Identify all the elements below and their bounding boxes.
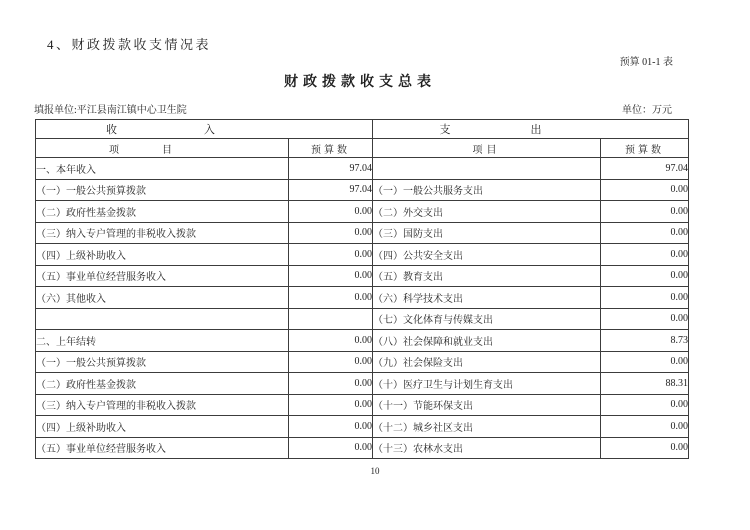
- budget-table: [35, 119, 689, 459]
- expense-budget: 8.73: [601, 330, 689, 352]
- income-item: [36, 308, 289, 330]
- income-item: （六）其他收入: [36, 287, 289, 309]
- table-row: [36, 265, 689, 287]
- income-item: （二）政府性基金拨款: [36, 201, 289, 223]
- expense-budget: 0.00: [601, 416, 689, 438]
- income-item: （一）一般公共预算拨款: [36, 351, 289, 373]
- table-row: [36, 244, 689, 266]
- expense-item: （四）公共安全支出: [373, 244, 601, 266]
- income-item: （四）上级补助收入: [36, 416, 289, 438]
- income-budget: 0.00: [289, 437, 373, 459]
- income-budget: 0.00: [289, 222, 373, 244]
- table-row: [36, 416, 689, 438]
- table-row: [36, 308, 689, 330]
- expense-item-column-header: 项目: [373, 139, 601, 158]
- expense-item: （八）社会保障和就业支出: [373, 330, 601, 352]
- income-budget: 97.04: [289, 179, 373, 201]
- income-item: （二）政府性基金拨款: [36, 373, 289, 395]
- expense-item: （七）文化体育与传媒支出: [373, 308, 601, 330]
- income-item: （五）事业单位经营服务收入: [36, 265, 289, 287]
- expense-budget: 0.00: [601, 351, 689, 373]
- income-item: （五）事业单位经营服务收入: [36, 437, 289, 459]
- table-row: [36, 330, 689, 352]
- section-header-row: [36, 120, 689, 139]
- income-budget: 0.00: [289, 351, 373, 373]
- income-budget: 0.00: [289, 330, 373, 352]
- expense-item: （十三）农林水支出: [373, 437, 601, 459]
- expense-item: [373, 158, 601, 180]
- page-number: 10: [370, 466, 380, 476]
- table-row: [36, 373, 689, 395]
- unit-label: 单位：万元: [622, 105, 672, 116]
- expense-item: （五）教育支出: [373, 265, 601, 287]
- reporting-unit-label: 填报单位:平江县南江镇中心卫生院: [34, 105, 187, 116]
- income-section-header: 收入: [36, 120, 373, 139]
- table-row: [36, 351, 689, 373]
- table-meta-row: [34, 101, 688, 116]
- income-budget: 0.00: [289, 265, 373, 287]
- table-row: [36, 158, 689, 180]
- table-row: [36, 287, 689, 309]
- expense-item: （一）一般公共服务支出: [373, 179, 601, 201]
- income-budget-column-header: 预算数: [289, 139, 373, 158]
- expense-budget: 0.00: [601, 244, 689, 266]
- income-item: （三）纳入专户管理的非税收入拨款: [36, 394, 289, 416]
- expense-budget: 0.00: [601, 222, 689, 244]
- table-row: [36, 394, 689, 416]
- expense-budget: 0.00: [601, 179, 689, 201]
- section-heading: 4、财政拨款收支情况表: [47, 37, 212, 52]
- expense-item: （九）社会保险支出: [373, 351, 601, 373]
- expense-budget-column-header: 预算数: [601, 139, 689, 158]
- table-row: [36, 201, 689, 223]
- expense-budget: 97.04: [601, 158, 689, 180]
- table-code-label: 预算 01-1 表: [619, 57, 673, 68]
- expense-budget: 0.00: [601, 308, 689, 330]
- expense-section-header: 支出: [373, 120, 689, 139]
- table-row: [36, 222, 689, 244]
- table-row: [36, 179, 689, 201]
- expense-item: （十一）节能环保支出: [373, 394, 601, 416]
- column-header-row: [36, 139, 689, 158]
- expense-item: （二）外交支出: [373, 201, 601, 223]
- expense-item: （三）国防支出: [373, 222, 601, 244]
- income-budget: 0.00: [289, 201, 373, 223]
- income-item-column-header: 项目: [36, 139, 289, 158]
- expense-item: （六）科学技术支出: [373, 287, 601, 309]
- income-budget: 97.04: [289, 158, 373, 180]
- table-title: 财政拨款收支总表: [284, 75, 436, 90]
- income-item: 二、上年结转: [36, 330, 289, 352]
- expense-budget: 0.00: [601, 394, 689, 416]
- income-item: （四）上级补助收入: [36, 244, 289, 266]
- income-budget: 0.00: [289, 394, 373, 416]
- expense-budget: 88.31: [601, 373, 689, 395]
- expense-budget: 0.00: [601, 201, 689, 223]
- expense-item: （十二）城乡社区支出: [373, 416, 601, 438]
- income-item: 一、本年收入: [36, 158, 289, 180]
- expense-budget: 0.00: [601, 287, 689, 309]
- income-budget: 0.00: [289, 244, 373, 266]
- income-item: （一）一般公共预算拨款: [36, 179, 289, 201]
- expense-item: （十）医疗卫生与计划生育支出: [373, 373, 601, 395]
- income-budget: 0.00: [289, 373, 373, 395]
- income-item: （三）纳入专户管理的非税收入拨款: [36, 222, 289, 244]
- income-budget: 0.00: [289, 287, 373, 309]
- income-budget: 0.00: [289, 416, 373, 438]
- table-row: [36, 437, 689, 459]
- expense-budget: 0.00: [601, 265, 689, 287]
- income-budget: [289, 308, 373, 330]
- expense-budget: 0.00: [601, 437, 689, 459]
